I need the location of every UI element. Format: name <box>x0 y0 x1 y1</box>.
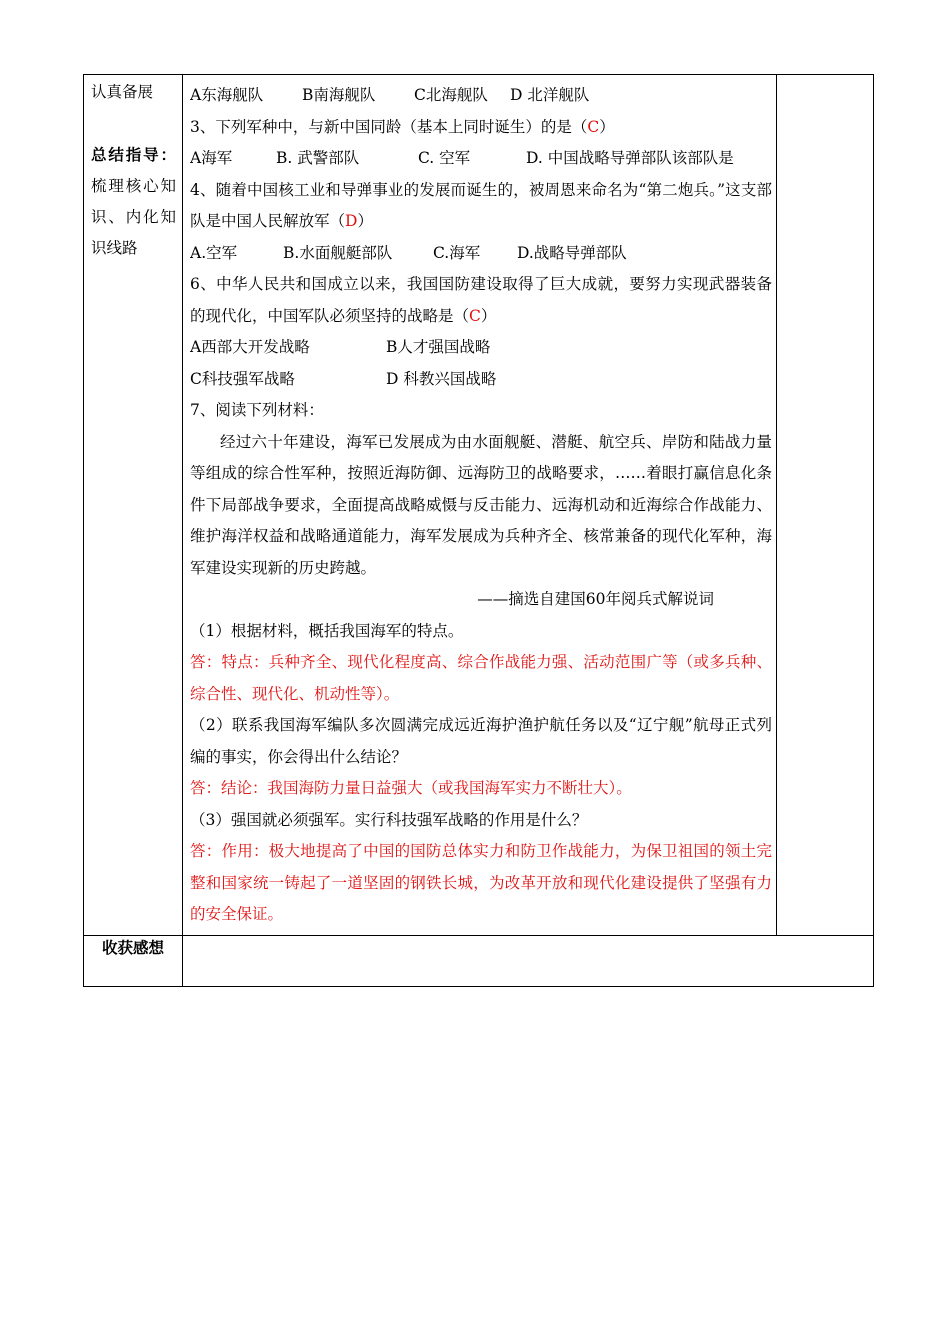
q6-options-row2 <box>190 364 772 396</box>
q6-option-c: C科技强军战略 <box>190 369 295 388</box>
lesson-table <box>83 74 874 987</box>
q2-option-d: D 北洋舰队 <box>510 86 590 104</box>
q3-stem <box>190 112 772 144</box>
harvest-label: 收获感想 <box>84 935 183 986</box>
q3-options <box>190 143 772 175</box>
left-column <box>84 75 183 936</box>
left-top-label: 认真备展 <box>91 83 154 101</box>
content-column <box>183 75 777 936</box>
q6-options-row1 <box>190 332 772 364</box>
right-column <box>777 75 874 936</box>
q6-stem-text: 6、中华人民共和国成立以来，我国国防建设取得了巨大成就，要努力实现武器装备的现代化，中国军队必须坚持的战略是（ <box>190 275 772 325</box>
q6-option-b: B人才强国战略 <box>386 338 491 356</box>
q7-answer2: 答：结论：我国海防力量日益强大（或我国海军实力不断壮大）。 <box>190 779 632 797</box>
guide-bold-label: 总结指导： <box>91 145 176 164</box>
q4-close: ） <box>357 212 373 230</box>
q7-stem: 7、阅读下列材料： <box>190 401 324 419</box>
q3-option-d: D. 中国战略导弹部队该部队是 <box>526 149 734 167</box>
q6-option-d: D 科教兴国战略 <box>386 369 497 388</box>
q2-option-a: A东海舰队 <box>190 86 264 104</box>
q7-answer1: 答：特点：兵种齐全、现代化程度高、综合作战能力强、活动范围广等（或多兵种、综合性、现代化、机动性等）。 <box>190 653 772 703</box>
q4-option-d: D.战略导弹部队 <box>517 243 627 262</box>
q7-sub2: （2）联系我国海军编队多次圆满完成远近海护渔护航任务以及“辽宁舰”航母正式列编的事实，你会得出什么结论？ <box>190 716 772 766</box>
guide-text: 梳理核心知识、内化知识线路 <box>91 177 176 257</box>
q7-source: ——摘选自建国60年阅兵式解说词 <box>477 590 714 608</box>
q3-stem-text: 3、下列军种中，与新中国同龄（基本上同时诞生）的是（ <box>190 117 588 136</box>
q3-close: ） <box>599 117 615 136</box>
q3-option-c: C. 空军 <box>418 149 471 167</box>
content-row <box>84 75 874 936</box>
harvest-content <box>183 935 874 986</box>
q4-option-c: C.海军 <box>433 243 481 262</box>
q4-stem <box>190 175 772 238</box>
q6-option-a: A西部大开发战略 <box>190 338 310 356</box>
q3-option-a: A海军 <box>190 149 233 167</box>
q3-option-b: B. 武警部队 <box>276 149 360 167</box>
q2-option-c: C北海舰队 <box>414 86 488 104</box>
q4-options <box>190 238 772 270</box>
q7-answer3: 答：作用：极大地提高了中国的国防总体实力和防卫作战能力，为保卫祖国的领土完整和国家统一铸起了一道坚固的钢铁长城，为改革开放和现代化建设提供了坚强有力的安全保证。 <box>190 842 772 923</box>
q4-option-b: B.水面舰艇部队 <box>283 243 393 262</box>
footer-row <box>84 935 874 986</box>
q4-stem-text: 4、随着中国核工业和导弹事业的发展而诞生的，被周恩来命名为“第二炮兵。”这支部队是中国人民解放军（ <box>190 180 772 230</box>
guide-block <box>91 139 176 264</box>
q3-answer: C <box>587 117 600 136</box>
q7-sub1: （1）根据材料，概括我国海军的特点。 <box>190 621 464 640</box>
q2-options <box>190 80 772 112</box>
q2-option-b: B南海舰队 <box>302 86 376 104</box>
q4-option-a: A.空军 <box>190 243 238 262</box>
q6-stem <box>190 269 772 332</box>
q6-answer: C <box>469 306 481 325</box>
q7-material: 经过六十年建设，海军已发展成为由水面舰艇、潜艇、航空兵、岸防和陆战力量等组成的综合性军种，按照近海防御、远海防卫的战略要求，……着眼打赢信息化条件下局部战争要求，全面提高战略威慑与反击能力、远海机动和近海综合作战能力、维护海洋权益和战略通道能力，海军发展成为兵种齐全、核常兼备的现代化军种，海军建设实现新的历史跨越。 <box>190 432 772 577</box>
q4-answer: D <box>345 212 358 230</box>
q7-sub3: （3）强国就必须强军。实行科技强军战略的作用是什么？ <box>190 810 588 829</box>
q6-close: ） <box>480 306 497 325</box>
